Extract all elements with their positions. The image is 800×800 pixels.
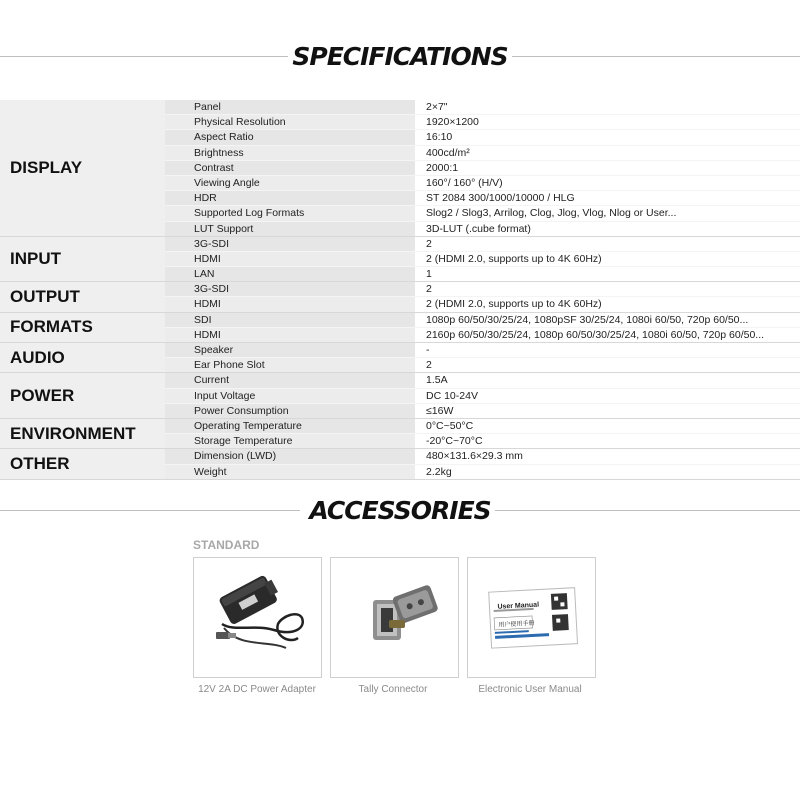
standard-label: STANDARD: [193, 538, 260, 552]
spec-key: Contrast: [165, 161, 415, 175]
tally-connector-icon: [331, 558, 458, 677]
spec-key: HDMI: [165, 328, 415, 342]
spec-category-label: FORMATS: [10, 317, 93, 337]
manual-card-subtitle: 用户使用手册: [498, 619, 535, 629]
spec-key: Brightness: [165, 146, 415, 160]
spec-value: 16:10: [426, 131, 453, 144]
spec-value: 2 (HDMI 2.0, supports up to 4K 60Hz): [426, 252, 602, 265]
specifications-heading: [0, 42, 800, 72]
spec-key: Aspect Ratio: [165, 130, 415, 144]
accessory-caption: Electronic User Manual: [478, 684, 582, 695]
spec-category-label: POWER: [10, 385, 75, 405]
spec-row: [165, 404, 800, 418]
spec-row: [165, 206, 800, 221]
spec-key: Operating Temperature: [165, 419, 415, 433]
spec-value: ST 2084 300/1000/10000 / HLG: [426, 192, 575, 205]
spec-key: Physical Resolution: [165, 115, 415, 129]
spec-key: Power Consumption: [165, 404, 415, 418]
spec-row: [165, 465, 800, 479]
spec-row: [165, 449, 800, 464]
spec-key: Speaker: [165, 343, 415, 357]
manual-card-title: User Manual: [497, 601, 540, 611]
spec-value: 2: [426, 237, 432, 250]
spec-row: [165, 389, 800, 404]
spec-row: [165, 297, 800, 311]
spec-value: -20°C~70°C: [426, 435, 483, 448]
spec-row: [165, 358, 800, 372]
spec-group: [0, 282, 800, 312]
spec-key: HDMI: [165, 297, 415, 311]
spec-key: Panel: [165, 100, 415, 114]
spec-row: [165, 328, 800, 342]
spec-row: [165, 191, 800, 206]
spec-category-label: OUTPUT: [10, 286, 80, 306]
spec-key: LUT Support: [165, 222, 415, 236]
spec-category-label: DISPLAY: [10, 157, 83, 177]
spec-key: Supported Log Formats: [165, 206, 415, 220]
spec-key: LAN: [165, 267, 415, 281]
spec-value: 2×7": [426, 101, 448, 113]
spec-key: HDR: [165, 191, 415, 205]
spec-row: [165, 419, 800, 434]
spec-row: [165, 434, 800, 448]
spec-value: 0°C~50°C: [426, 419, 474, 432]
spec-category-label: INPUT: [10, 248, 61, 268]
spec-key: Viewing Angle: [165, 176, 415, 190]
spec-value: Slog2 / Slog3, Arrilog, Clog, Jlog, Vlog, Nlog or User...: [426, 207, 677, 220]
spec-value: 480×131.6×29.3 mm: [426, 450, 523, 463]
specifications-title: SPECIFICATIONS: [288, 42, 511, 71]
spec-value: 160°/ 160° (H/V): [426, 176, 503, 189]
specifications-table: [0, 100, 800, 480]
spec-value: ≤16W: [426, 404, 454, 417]
spec-category-cell: [0, 282, 165, 311]
spec-value: 2 (HDMI 2.0, supports up to 4K 60Hz): [426, 298, 602, 311]
spec-group: [0, 100, 800, 237]
spec-value: 2.2kg: [426, 465, 452, 478]
spec-value: 400cd/m²: [426, 146, 470, 159]
spec-category-label: OTHER: [10, 454, 70, 473]
spec-key: HDMI: [165, 252, 415, 266]
spec-row: [165, 130, 800, 145]
spec-value: 1.5A: [426, 374, 448, 387]
spec-category-cell: [0, 100, 165, 236]
spec-row: [165, 115, 800, 130]
spec-value: 1: [426, 268, 432, 281]
spec-row: [165, 373, 800, 388]
spec-value: 2: [426, 283, 432, 296]
spec-value: 2000:1: [426, 161, 459, 174]
spec-key: Storage Temperature: [165, 434, 415, 448]
spec-row: [165, 313, 800, 328]
spec-value: 3D-LUT (.cube format): [426, 222, 531, 235]
accessory-card-tally-connector: [330, 557, 459, 678]
spec-key: Weight: [165, 465, 415, 479]
spec-group: [0, 237, 800, 283]
spec-key: Input Voltage: [165, 389, 415, 403]
accessory-card-power-adapter: [193, 557, 322, 678]
spec-group: [0, 313, 800, 343]
spec-category-cell: [0, 237, 165, 282]
spec-category-cell: [0, 373, 165, 418]
spec-row: [165, 222, 800, 236]
spec-key: 3G-SDI: [165, 282, 415, 296]
spec-group: [0, 449, 800, 479]
spec-row: [165, 282, 800, 297]
accessory-card-user-manual: [467, 557, 596, 678]
spec-value: 2: [426, 359, 432, 372]
accessory-caption: Tally Connector: [358, 684, 428, 695]
user-manual-icon: [468, 558, 595, 677]
spec-value: DC 10-24V: [426, 389, 478, 402]
spec-category-cell: [0, 313, 165, 342]
spec-row: [165, 100, 800, 115]
spec-key: 3G-SDI: [165, 237, 415, 251]
spec-key: Current: [165, 373, 415, 387]
spec-value: -: [426, 344, 430, 356]
spec-category-cell: [0, 419, 165, 448]
spec-category-cell: [0, 343, 165, 372]
spec-key: Ear Phone Slot: [165, 358, 415, 372]
spec-value: 2160p 60/50/30/25/24, 1080p 60/50/30/25/24, 1080i 60/50, 720p 60/50...: [426, 328, 765, 341]
spec-category-label: ENVIRONMENT: [10, 423, 136, 443]
accessories-heading: [0, 496, 800, 526]
spec-row: [165, 237, 800, 252]
spec-row: [165, 176, 800, 191]
spec-group: [0, 373, 800, 419]
spec-group: [0, 419, 800, 449]
spec-category-cell: [0, 449, 165, 478]
spec-row: [165, 252, 800, 267]
spec-key: SDI: [165, 313, 415, 327]
spec-category-label: AUDIO: [10, 347, 65, 367]
spec-group: [0, 343, 800, 373]
spec-key: Dimension (LWD): [165, 449, 415, 463]
accessory-caption: 12V 2A DC Power Adapter: [198, 684, 316, 695]
spec-row: [165, 267, 800, 281]
accessories-title: ACCESSORIES: [305, 496, 494, 525]
power-adapter-icon: [194, 558, 321, 677]
spec-row: [165, 343, 800, 358]
spec-row: [165, 161, 800, 176]
spec-value: 1080p 60/50/30/25/24, 1080pSF 30/25/24, 1080i 60/50, 720p 60/50...: [426, 313, 749, 326]
spec-row: [165, 146, 800, 161]
spec-value: 1920×1200: [426, 116, 479, 129]
